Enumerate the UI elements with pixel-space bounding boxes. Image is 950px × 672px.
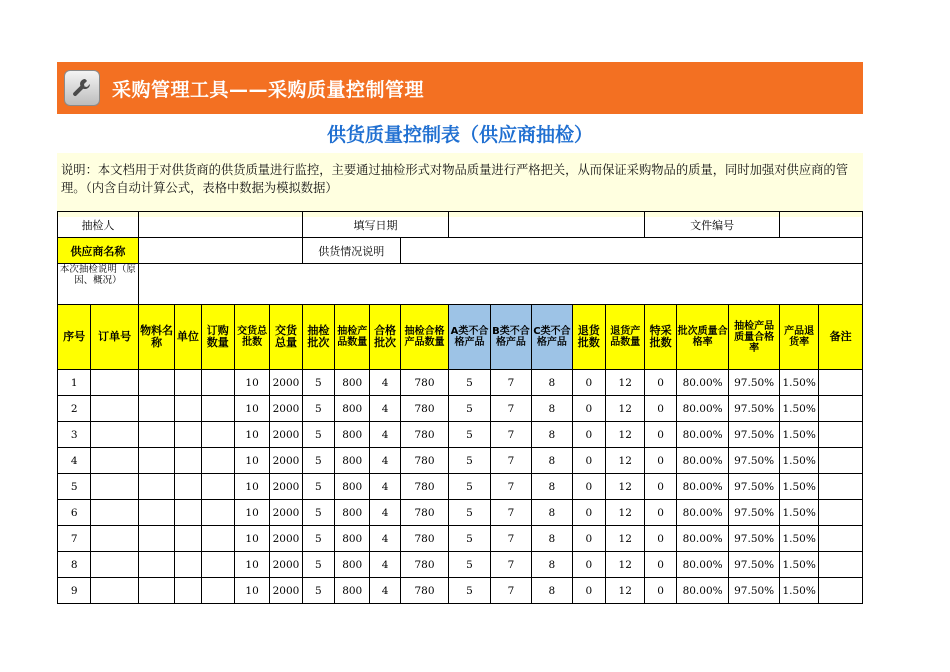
column-header-12: A类不合格产品: [449, 305, 490, 370]
table-cell[interactable]: 800: [335, 552, 370, 578]
table-cell[interactable]: 97.50%: [729, 500, 780, 526]
table-cell[interactable]: 12: [605, 552, 644, 578]
table-cell[interactable]: 1.50%: [779, 500, 818, 526]
table-cell[interactable]: 2000: [270, 552, 302, 578]
table-cell[interactable]: 97.50%: [729, 448, 780, 474]
table-cell[interactable]: 4: [370, 474, 400, 500]
table-cell[interactable]: 0: [645, 474, 676, 500]
table-cell[interactable]: 4: [370, 370, 400, 396]
table-cell[interactable]: 9: [58, 578, 91, 604]
inspector-field[interactable]: [138, 212, 302, 238]
table-cell[interactable]: [201, 500, 234, 526]
table-cell[interactable]: 2000: [270, 500, 302, 526]
supplier-name-field[interactable]: [138, 238, 302, 264]
table-cell[interactable]: [819, 396, 863, 422]
table-cell[interactable]: [175, 448, 201, 474]
table-cell[interactable]: 780: [400, 552, 449, 578]
inspection-note-label: 本次抽检说明（原因、概况）: [58, 264, 139, 305]
table-cell[interactable]: 780: [400, 578, 449, 604]
table-cell[interactable]: 80.00%: [676, 526, 729, 552]
column-header-19: 抽检产品质量合格率: [729, 305, 780, 370]
table-cell[interactable]: 8: [532, 396, 572, 422]
table-cell[interactable]: 97.50%: [729, 474, 780, 500]
table-cell[interactable]: [138, 526, 174, 552]
table-row: [58, 552, 863, 578]
table-cell[interactable]: 97.50%: [729, 370, 780, 396]
table-cell[interactable]: 10: [234, 552, 269, 578]
table-cell[interactable]: 5: [302, 474, 334, 500]
column-header-15: 退货批数: [572, 305, 605, 370]
table-cell[interactable]: 780: [400, 500, 449, 526]
table-cell[interactable]: 0: [645, 448, 676, 474]
column-header-14: C类不合格产品: [532, 305, 572, 370]
table-cell[interactable]: 5: [302, 552, 334, 578]
banner-title: 采购管理工具——采购质量控制管理: [112, 78, 425, 101]
table-cell[interactable]: 2000: [270, 370, 302, 396]
table-cell[interactable]: [91, 422, 139, 448]
table-cell[interactable]: [819, 422, 863, 448]
table-cell[interactable]: 5: [58, 474, 91, 500]
table-cell[interactable]: 7: [58, 526, 91, 552]
column-header-21: 备注: [819, 305, 863, 370]
table-cell[interactable]: 1.50%: [779, 526, 818, 552]
table-cell[interactable]: [201, 422, 234, 448]
inspection-note-field[interactable]: [138, 264, 862, 305]
table-cell[interactable]: 0: [572, 474, 605, 500]
table-cell[interactable]: 5: [302, 422, 334, 448]
table-cell[interactable]: [138, 448, 174, 474]
table-cell[interactable]: 2000: [270, 422, 302, 448]
fill-date-field[interactable]: [449, 212, 645, 238]
supply-status-label: 供货情况说明: [302, 238, 400, 264]
table-cell[interactable]: [819, 500, 863, 526]
table-cell[interactable]: 7: [490, 448, 531, 474]
table-cell[interactable]: 0: [572, 422, 605, 448]
table-cell[interactable]: 7: [490, 500, 531, 526]
table-cell[interactable]: [175, 552, 201, 578]
table-cell[interactable]: 0: [572, 578, 605, 604]
table-cell[interactable]: 12: [605, 500, 644, 526]
table-cell[interactable]: 0: [572, 552, 605, 578]
table-cell[interactable]: [819, 448, 863, 474]
table-cell[interactable]: [201, 578, 234, 604]
table-cell[interactable]: 0: [645, 370, 676, 396]
table-cell[interactable]: 1: [58, 370, 91, 396]
table-cell[interactable]: 5: [449, 396, 490, 422]
table-cell[interactable]: 5: [449, 370, 490, 396]
table-cell[interactable]: 7: [490, 578, 531, 604]
table-cell[interactable]: 8: [532, 578, 572, 604]
table-cell[interactable]: [91, 526, 139, 552]
table-cell[interactable]: 5: [302, 526, 334, 552]
table-cell[interactable]: 8: [532, 474, 572, 500]
table-cell[interactable]: 4: [58, 448, 91, 474]
table-cell[interactable]: 10: [234, 448, 269, 474]
table-cell[interactable]: 10: [234, 526, 269, 552]
table-cell[interactable]: [201, 474, 234, 500]
table-cell[interactable]: 0: [645, 500, 676, 526]
table-cell[interactable]: 4: [370, 578, 400, 604]
table-cell[interactable]: [175, 396, 201, 422]
table-cell[interactable]: 4: [370, 448, 400, 474]
table-cell[interactable]: 80.00%: [676, 474, 729, 500]
table-cell[interactable]: 80.00%: [676, 448, 729, 474]
table-cell[interactable]: 7: [490, 474, 531, 500]
table-cell[interactable]: 5: [302, 500, 334, 526]
table-cell[interactable]: [138, 370, 174, 396]
table-cell[interactable]: 800: [335, 396, 370, 422]
wrench-icon: [64, 70, 100, 106]
table-cell[interactable]: 97.50%: [729, 552, 780, 578]
table-cell[interactable]: 8: [58, 552, 91, 578]
table-row: [58, 526, 863, 552]
table-cell[interactable]: [91, 370, 139, 396]
table-cell[interactable]: [138, 578, 174, 604]
table-cell[interactable]: 780: [400, 526, 449, 552]
table-row: [58, 370, 863, 396]
table-cell[interactable]: 1.50%: [779, 422, 818, 448]
supply-status-field[interactable]: [400, 238, 862, 264]
column-header-row: [58, 305, 863, 370]
table-cell[interactable]: 1.50%: [779, 578, 818, 604]
table-cell[interactable]: 8: [532, 552, 572, 578]
table-cell[interactable]: 1.50%: [779, 552, 818, 578]
table-cell[interactable]: [91, 474, 139, 500]
table-cell[interactable]: 0: [572, 500, 605, 526]
quality-control-table: [57, 211, 863, 604]
table-cell[interactable]: 97.50%: [729, 396, 780, 422]
table-cell[interactable]: [175, 370, 201, 396]
table-cell[interactable]: 12: [605, 578, 644, 604]
table-cell[interactable]: [201, 370, 234, 396]
table-cell[interactable]: 12: [605, 474, 644, 500]
table-cell[interactable]: [91, 552, 139, 578]
table-cell[interactable]: 7: [490, 396, 531, 422]
table-cell[interactable]: [91, 578, 139, 604]
column-header-11: 抽检合格产品数量: [400, 305, 449, 370]
table-cell[interactable]: 5: [302, 396, 334, 422]
column-header-16: 退货产品数量: [605, 305, 644, 370]
table-cell[interactable]: 12: [605, 370, 644, 396]
table-cell[interactable]: 5: [449, 448, 490, 474]
table-cell[interactable]: 2000: [270, 578, 302, 604]
doc-number-label: 文件编号: [645, 212, 779, 238]
table-cell[interactable]: [138, 474, 174, 500]
table-cell[interactable]: [138, 422, 174, 448]
column-header-3: 物料名称: [138, 305, 174, 370]
column-header-4: 单位: [175, 305, 201, 370]
table-cell[interactable]: 780: [400, 474, 449, 500]
table-cell[interactable]: 10: [234, 422, 269, 448]
table-cell[interactable]: 0: [572, 448, 605, 474]
table-cell[interactable]: 8: [532, 422, 572, 448]
table-cell[interactable]: 10: [234, 396, 269, 422]
table-cell[interactable]: 780: [400, 396, 449, 422]
table-cell[interactable]: 5: [449, 526, 490, 552]
column-header-7: 交货总量: [270, 305, 302, 370]
table-cell[interactable]: 80.00%: [676, 552, 729, 578]
table-cell[interactable]: 800: [335, 578, 370, 604]
table-cell[interactable]: [138, 500, 174, 526]
column-header-13: B类不合格产品: [490, 305, 531, 370]
table-cell[interactable]: 4: [370, 526, 400, 552]
table-cell[interactable]: [91, 396, 139, 422]
table-cell[interactable]: 5: [449, 552, 490, 578]
table-cell[interactable]: 80.00%: [676, 422, 729, 448]
table-cell[interactable]: 7: [490, 552, 531, 578]
table-cell[interactable]: 10: [234, 474, 269, 500]
table-cell[interactable]: 2000: [270, 396, 302, 422]
table-cell[interactable]: 1.50%: [779, 474, 818, 500]
inspector-label: 抽检人: [58, 212, 139, 238]
table-cell[interactable]: 10: [234, 500, 269, 526]
column-header-8: 抽检批次: [302, 305, 334, 370]
table-cell[interactable]: [175, 526, 201, 552]
table-cell[interactable]: [819, 552, 863, 578]
table-cell[interactable]: [201, 396, 234, 422]
table-cell[interactable]: 4: [370, 500, 400, 526]
table-cell[interactable]: 5: [449, 422, 490, 448]
table-cell[interactable]: 6: [58, 500, 91, 526]
table-cell[interactable]: 5: [449, 474, 490, 500]
table-cell[interactable]: [819, 578, 863, 604]
table-cell[interactable]: [91, 500, 139, 526]
table-cell[interactable]: 97.50%: [729, 578, 780, 604]
table-cell[interactable]: 4: [370, 422, 400, 448]
table-cell[interactable]: [138, 396, 174, 422]
table-cell[interactable]: 80.00%: [676, 370, 729, 396]
table-cell[interactable]: 5: [302, 448, 334, 474]
table-cell[interactable]: 2000: [270, 526, 302, 552]
table-cell[interactable]: [201, 552, 234, 578]
table-row: [58, 422, 863, 448]
table-cell[interactable]: [819, 474, 863, 500]
column-header-1: 序号: [58, 305, 91, 370]
fill-date-label: 填写日期: [302, 212, 449, 238]
table-cell[interactable]: 7: [490, 526, 531, 552]
table-cell[interactable]: 0: [645, 578, 676, 604]
table-cell[interactable]: [201, 448, 234, 474]
table-cell[interactable]: 0: [645, 396, 676, 422]
table-cell[interactable]: [138, 552, 174, 578]
table-cell[interactable]: 5: [302, 578, 334, 604]
table-cell[interactable]: 4: [370, 552, 400, 578]
column-header-2: 订单号: [91, 305, 139, 370]
table-cell[interactable]: 1.50%: [779, 448, 818, 474]
table-cell[interactable]: 0: [572, 526, 605, 552]
column-header-9: 抽检产品数量: [335, 305, 370, 370]
table-cell[interactable]: 5: [449, 500, 490, 526]
table-cell[interactable]: [175, 474, 201, 500]
table-cell[interactable]: 97.50%: [729, 422, 780, 448]
table-cell[interactable]: 0: [572, 396, 605, 422]
table-row: [58, 578, 863, 604]
description-text: 说明：本文档用于对供货商的供货质量进行监控，主要通过抽检形式对物品质量进行严格把关，从而保证采购物品的质量，同时加强对供应商的管理。（内含自动计算公式，表格中数据为模拟数据）: [57, 153, 863, 217]
table-row: [58, 448, 863, 474]
table-cell[interactable]: 2000: [270, 474, 302, 500]
table-cell[interactable]: 4: [370, 396, 400, 422]
table-cell[interactable]: 80.00%: [676, 396, 729, 422]
table-cell[interactable]: 7: [490, 370, 531, 396]
table-cell[interactable]: 5: [449, 578, 490, 604]
table-cell[interactable]: 800: [335, 474, 370, 500]
table-cell[interactable]: 780: [400, 422, 449, 448]
supplier-name-label: 供应商名称: [58, 238, 139, 264]
table-cell[interactable]: 800: [335, 526, 370, 552]
table-cell[interactable]: 0: [645, 422, 676, 448]
table-cell[interactable]: 8: [532, 526, 572, 552]
table-cell[interactable]: 2000: [270, 448, 302, 474]
table-row: [58, 396, 863, 422]
column-header-5: 订购数量: [201, 305, 234, 370]
table-cell[interactable]: 0: [572, 370, 605, 396]
table-cell[interactable]: 800: [335, 448, 370, 474]
sheet-title: 供货质量控制表（供应商抽检）: [326, 124, 593, 146]
table-cell[interactable]: 10: [234, 370, 269, 396]
column-header-18: 批次质量合格率: [676, 305, 729, 370]
table-cell[interactable]: 7: [490, 422, 531, 448]
table-cell[interactable]: 8: [532, 370, 572, 396]
table-cell[interactable]: 2: [58, 396, 91, 422]
table-cell[interactable]: 80.00%: [676, 500, 729, 526]
table-cell[interactable]: [175, 578, 201, 604]
table-cell[interactable]: 8: [532, 500, 572, 526]
table-cell[interactable]: 800: [335, 422, 370, 448]
table-cell[interactable]: [175, 422, 201, 448]
table-cell[interactable]: 1.50%: [779, 396, 818, 422]
doc-number-field[interactable]: [779, 212, 862, 238]
table-cell[interactable]: 12: [605, 526, 644, 552]
table-cell[interactable]: 12: [605, 396, 644, 422]
table-cell[interactable]: 12: [605, 422, 644, 448]
table-cell[interactable]: 10: [234, 578, 269, 604]
table-row: [58, 474, 863, 500]
table-cell[interactable]: 5: [302, 370, 334, 396]
table-cell[interactable]: 80.00%: [676, 578, 729, 604]
table-cell[interactable]: 8: [532, 448, 572, 474]
table-cell[interactable]: [819, 526, 863, 552]
table-cell[interactable]: 800: [335, 500, 370, 526]
table-cell[interactable]: [91, 448, 139, 474]
column-header-10: 合格批次: [370, 305, 400, 370]
table-cell[interactable]: 0: [645, 526, 676, 552]
table-cell[interactable]: 800: [335, 370, 370, 396]
table-cell[interactable]: 1.50%: [779, 370, 818, 396]
column-header-20: 产品退货率: [779, 305, 818, 370]
table-cell[interactable]: [175, 500, 201, 526]
table-cell[interactable]: 97.50%: [729, 526, 780, 552]
table-cell[interactable]: 780: [400, 370, 449, 396]
column-header-17: 特采批数: [645, 305, 676, 370]
app-banner: [57, 62, 863, 114]
table-cell[interactable]: 780: [400, 448, 449, 474]
table-cell[interactable]: [819, 370, 863, 396]
table-cell[interactable]: 0: [645, 552, 676, 578]
table-cell[interactable]: [201, 526, 234, 552]
table-row: [58, 500, 863, 526]
table-cell[interactable]: 12: [605, 448, 644, 474]
table-cell[interactable]: 3: [58, 422, 91, 448]
column-header-6: 交货总批数: [234, 305, 269, 370]
